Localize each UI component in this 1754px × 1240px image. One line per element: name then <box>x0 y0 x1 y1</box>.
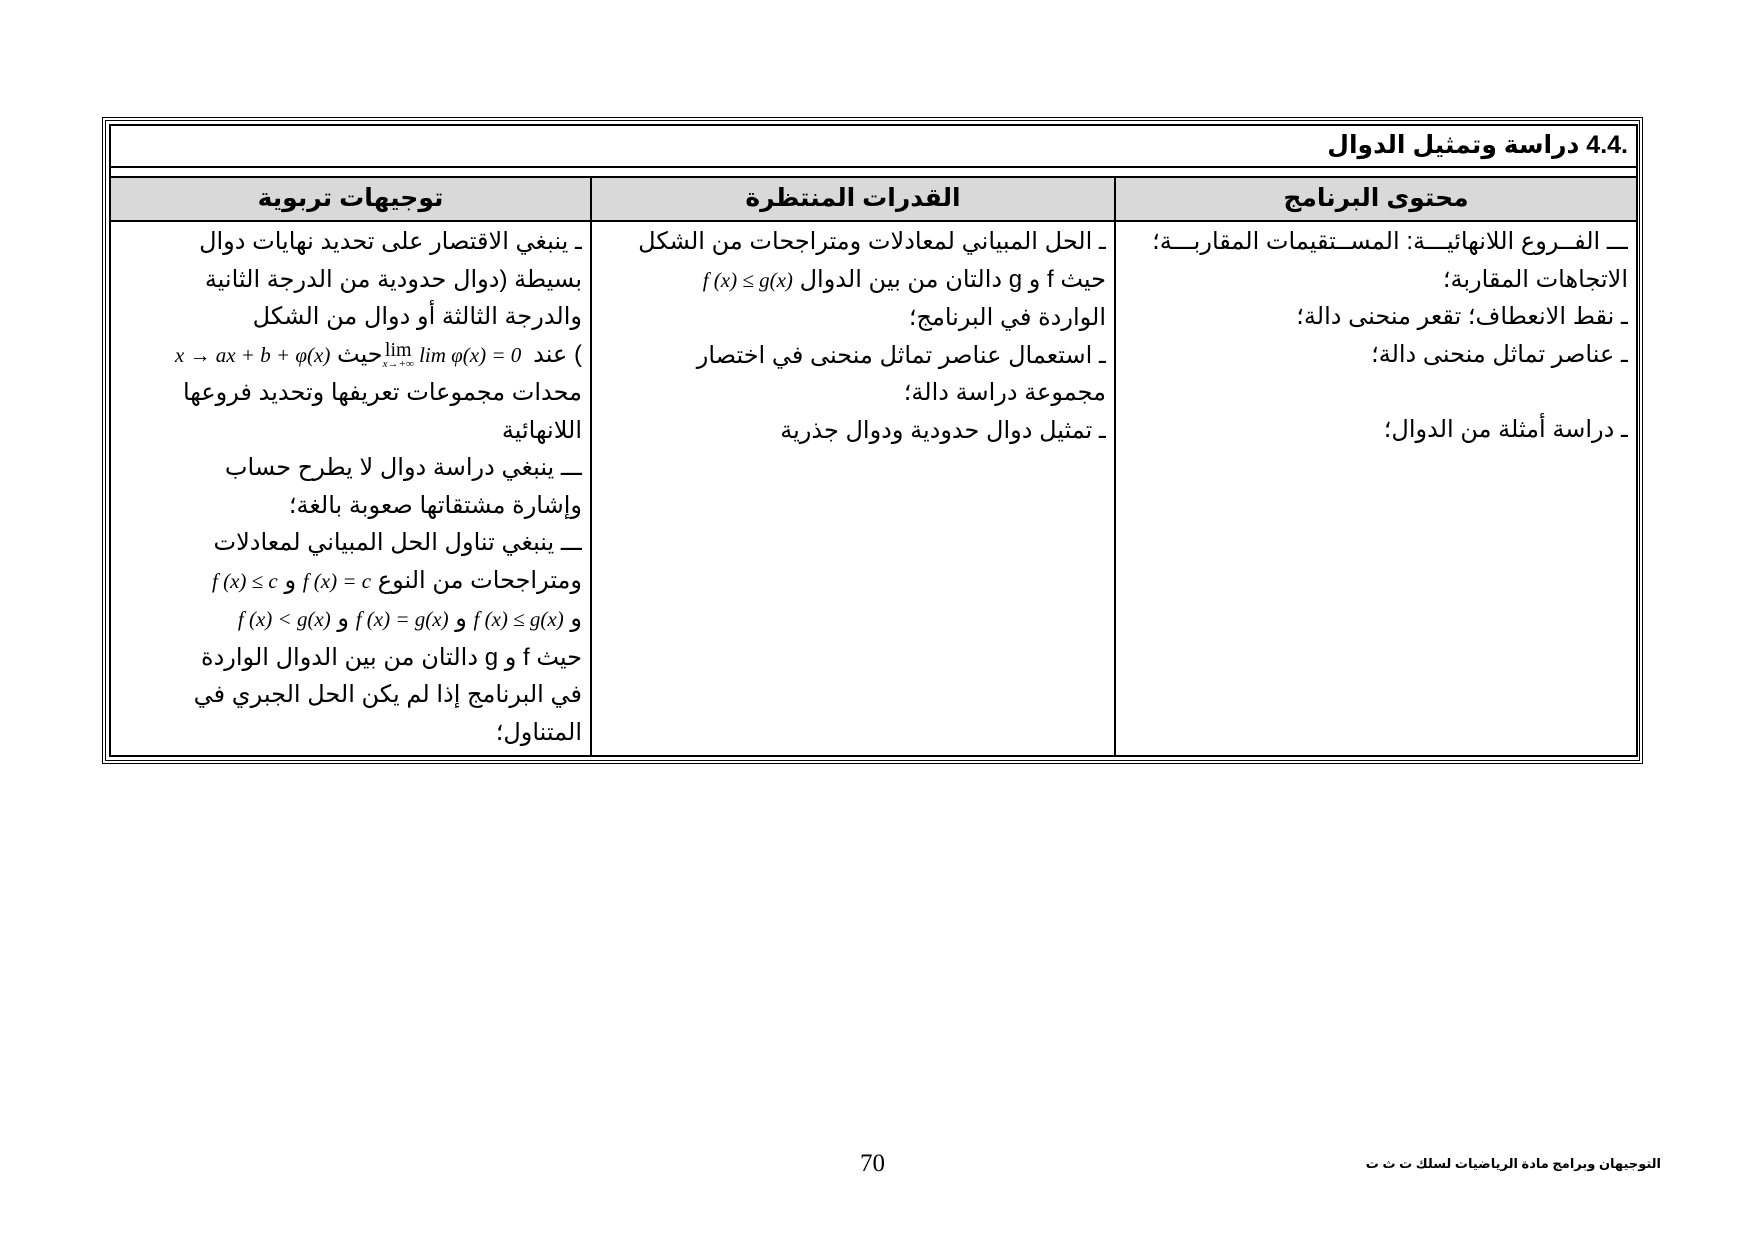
math-limit: lim x→+∞ lim φ(x) = 0 <box>382 338 522 370</box>
section-number: 4.4. <box>1586 131 1628 159</box>
program-table <box>109 124 1638 757</box>
math-function: x → ax + b + φ(x) <box>174 342 331 367</box>
guidance-cell <box>110 221 591 756</box>
guidance-line <box>119 600 582 639</box>
footer-title: التوجيهان وبرامج مادة الرياضيات لسلك ت ث ت <box>1365 1156 1661 1171</box>
math-limit-expression: lim φ(x) = 0 <box>419 342 522 367</box>
guidance-line: المتناول؛ <box>495 718 582 746</box>
math-inequality: f (x) ≤ g(x) <box>702 267 793 292</box>
guidance-text: و <box>337 605 350 632</box>
guidance-text: ومتراجحات من النوع <box>377 566 582 594</box>
guidance-line: حيث f و g دالتان من بين الدوال الواردة <box>201 643 582 671</box>
guidance-line: ـ ينبغي الاقتصار على تحديد نهايات دوال <box>199 228 582 255</box>
guidance-line: ـــ ينبغي تناول الحل المبياني لمعادلات <box>213 529 582 556</box>
ability-line: ـ الحل المبياني لمعادلات ومتراجحات من الشكل <box>638 228 1106 255</box>
program-content-cell <box>1115 221 1637 756</box>
guidance-line: محدات مجموعات تعريفها وتحديد فروعها <box>182 379 582 406</box>
guidance-line: اللانهائية <box>501 416 582 444</box>
header-pedagogical-guidance: توجيهات تربوية <box>110 177 591 221</box>
content-line: ـ دراسة أمثلة من الدوال؛ <box>1383 415 1628 443</box>
section-title <box>110 125 1637 167</box>
limit-subscript: x→+∞ <box>382 357 414 370</box>
guidance-text: و <box>284 566 297 594</box>
abilities-cell <box>591 221 1115 756</box>
ability-line: الواردة في البرنامج؛ <box>908 304 1106 331</box>
ability-text: حيث f و g دالتان من بين الدوال <box>799 265 1106 293</box>
math-equation: f (x) = g(x) <box>355 607 449 631</box>
header-program-content: محتوى البرنامج <box>1115 177 1637 221</box>
content-line: ـــ الفــروع اللانهائيـــة: المســتقيمات المقاربـــة؛ <box>1152 228 1628 255</box>
ability-line: ـ استعمال عناصر تماثل منحنى في اختصار <box>696 341 1106 369</box>
math-equation: f (x) = c <box>302 568 372 593</box>
guidance-text: حيث <box>337 340 383 368</box>
guidance-line: وإشارة مشتقاتها صعوبة بالغة؛ <box>288 491 582 519</box>
guidance-line: ـــ ينبغي دراسة دوال لا يطرح حساب <box>224 454 582 481</box>
guidance-line: والدرجة الثالثة أو دوال من الشكل <box>252 303 582 330</box>
guidance-text: ) عند <box>533 340 582 368</box>
header-expected-abilities: القدرات المنتظرة <box>591 177 1115 221</box>
table-frame <box>102 117 1643 764</box>
ability-line: ـ تمثيل دوال حدودية ودوال جذرية <box>780 416 1106 444</box>
guidance-text: و <box>455 605 467 632</box>
guidance-text: و <box>570 605 582 632</box>
guidance-line <box>119 562 582 601</box>
content-line: ـ عناصر تماثل منحنى دالة؛ <box>1371 340 1628 368</box>
content-line: الاتجاهات المقاربة؛ <box>1442 265 1628 293</box>
math-inequality: f (x) ≤ c <box>212 568 278 593</box>
section-title-text: دراسة وتمثيل الدوال <box>1327 131 1580 159</box>
math-strict-inequality: f (x) < g(x) <box>237 607 331 631</box>
ability-line <box>600 261 1106 300</box>
content-line: ـ نقط الانعطاف؛ تقعر منحنى دالة؛ <box>1296 303 1628 330</box>
page-number: 70 <box>860 1150 885 1177</box>
guidance-line <box>119 336 582 375</box>
math-inequality: f (x) ≤ g(x) <box>473 607 564 631</box>
ability-line: مجموعة دراسة دالة؛ <box>903 379 1106 406</box>
guidance-line: بسيطة (دوال حدودية من الدرجة الثانية <box>204 265 582 293</box>
guidance-line: في البرنامج إذا لم يكن الحل الجبري في <box>193 681 582 708</box>
